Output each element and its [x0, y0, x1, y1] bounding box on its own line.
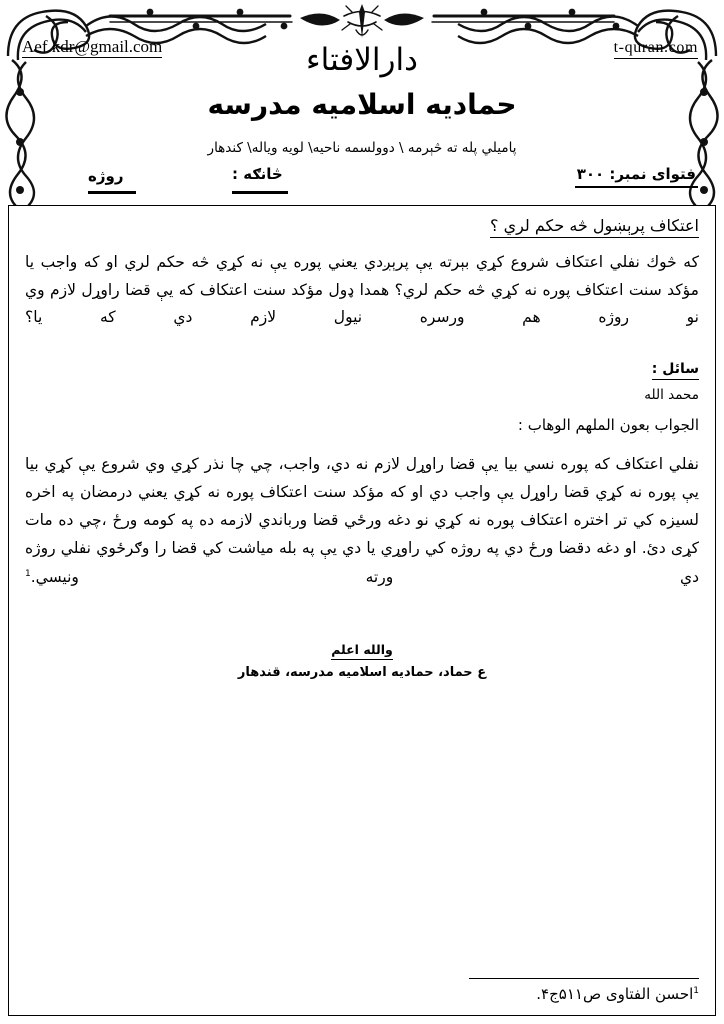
topic-underline — [88, 191, 136, 194]
contact-email[interactable]: Aef.kdr@gmail.com — [22, 37, 163, 56]
website-url[interactable]: t-quran.com — [614, 40, 698, 59]
signature-block — [25, 639, 699, 680]
footnote-block — [379, 978, 699, 1003]
answer-heading: الجواب بعون الملهم الوهاب : — [517, 415, 699, 434]
question-title: اعتكاف پرېښول څه حكم لري ؟ — [490, 216, 699, 238]
organization-address: پاميلي پله ته څېرمه \ دوولسمه ناحيه\ لويه وياله\ كندهار — [207, 140, 517, 156]
question-text: كه څوك نفلي اعتكاف شروع كړي بېرته يې پرېږدي يعني پوره يې نه كړي څه حكم لري او كه واجب يا مؤكد سنت اعتكاف پوره نه كړي څه حكم لري؟ همدا ډول مؤكد سنت اعتكاف كه يې قضا راوړل لازم وي نو روژه هم ورسره نيول لازم دي كه يا؟ — [25, 253, 699, 327]
asker-name: محمد الله — [644, 386, 699, 403]
signature-mufti-line: ع حماد، حماديه اسلاميه مدرسه، قندهار — [237, 664, 487, 680]
asker-label: سائل : — [652, 361, 699, 380]
footnote-text-wrapper — [379, 985, 699, 1003]
answer-text-wrapper — [25, 450, 699, 591]
question-title-row — [25, 216, 699, 238]
document-body-frame — [8, 205, 716, 1016]
footnote-marker: 1 — [693, 986, 699, 996]
asker-label-row — [25, 358, 699, 380]
footnote-separator-rule — [469, 978, 699, 979]
answer-footnote-marker: 1 — [25, 568, 31, 579]
darul-ifta-title: دارالافتاء — [306, 42, 418, 78]
madrasa-name-title: حماديه اسلاميه مدرسه — [207, 88, 517, 121]
branch-label: څانګه : — [232, 165, 283, 183]
document-body-content — [9, 206, 715, 1015]
topic-value: روژه — [88, 167, 124, 185]
fatwa-meta-row — [0, 165, 724, 201]
signature-wallahu-alam: والله اعلم — [331, 642, 393, 660]
footnote-reference: احسن الفتاوی ص۵۱۱ج۴. — [536, 985, 694, 1003]
fatwa-number: فتوای نمبر: ۳۰۰ — [575, 165, 698, 188]
branch-underline — [232, 191, 288, 194]
answer-text: نفلي اعتكاف كه پوره نسي بيا يې قضا راوړل لازم نه دي، واجب، چي چا نذر كړي وي شروع يې كړي بيا يې پوره نه كړي قضا راوړل يې واجب دي او كه مؤكد سنت اعتكاف پوره نه كړي يعني درمضان په اخره لسيزه كي تر اختره اعتكاف پوره نه كړي نو دغه ورځي قضا ورباندي لازمه ده په كومه ورځ ،چي ده مات كړى دئ. او دغه دقضا ورځ دي په روژه كي راوړي يا دي يې په بله مياشت كي قضا را وګرځوي نفلي روژه دي ورته ونيسي. — [25, 454, 699, 586]
